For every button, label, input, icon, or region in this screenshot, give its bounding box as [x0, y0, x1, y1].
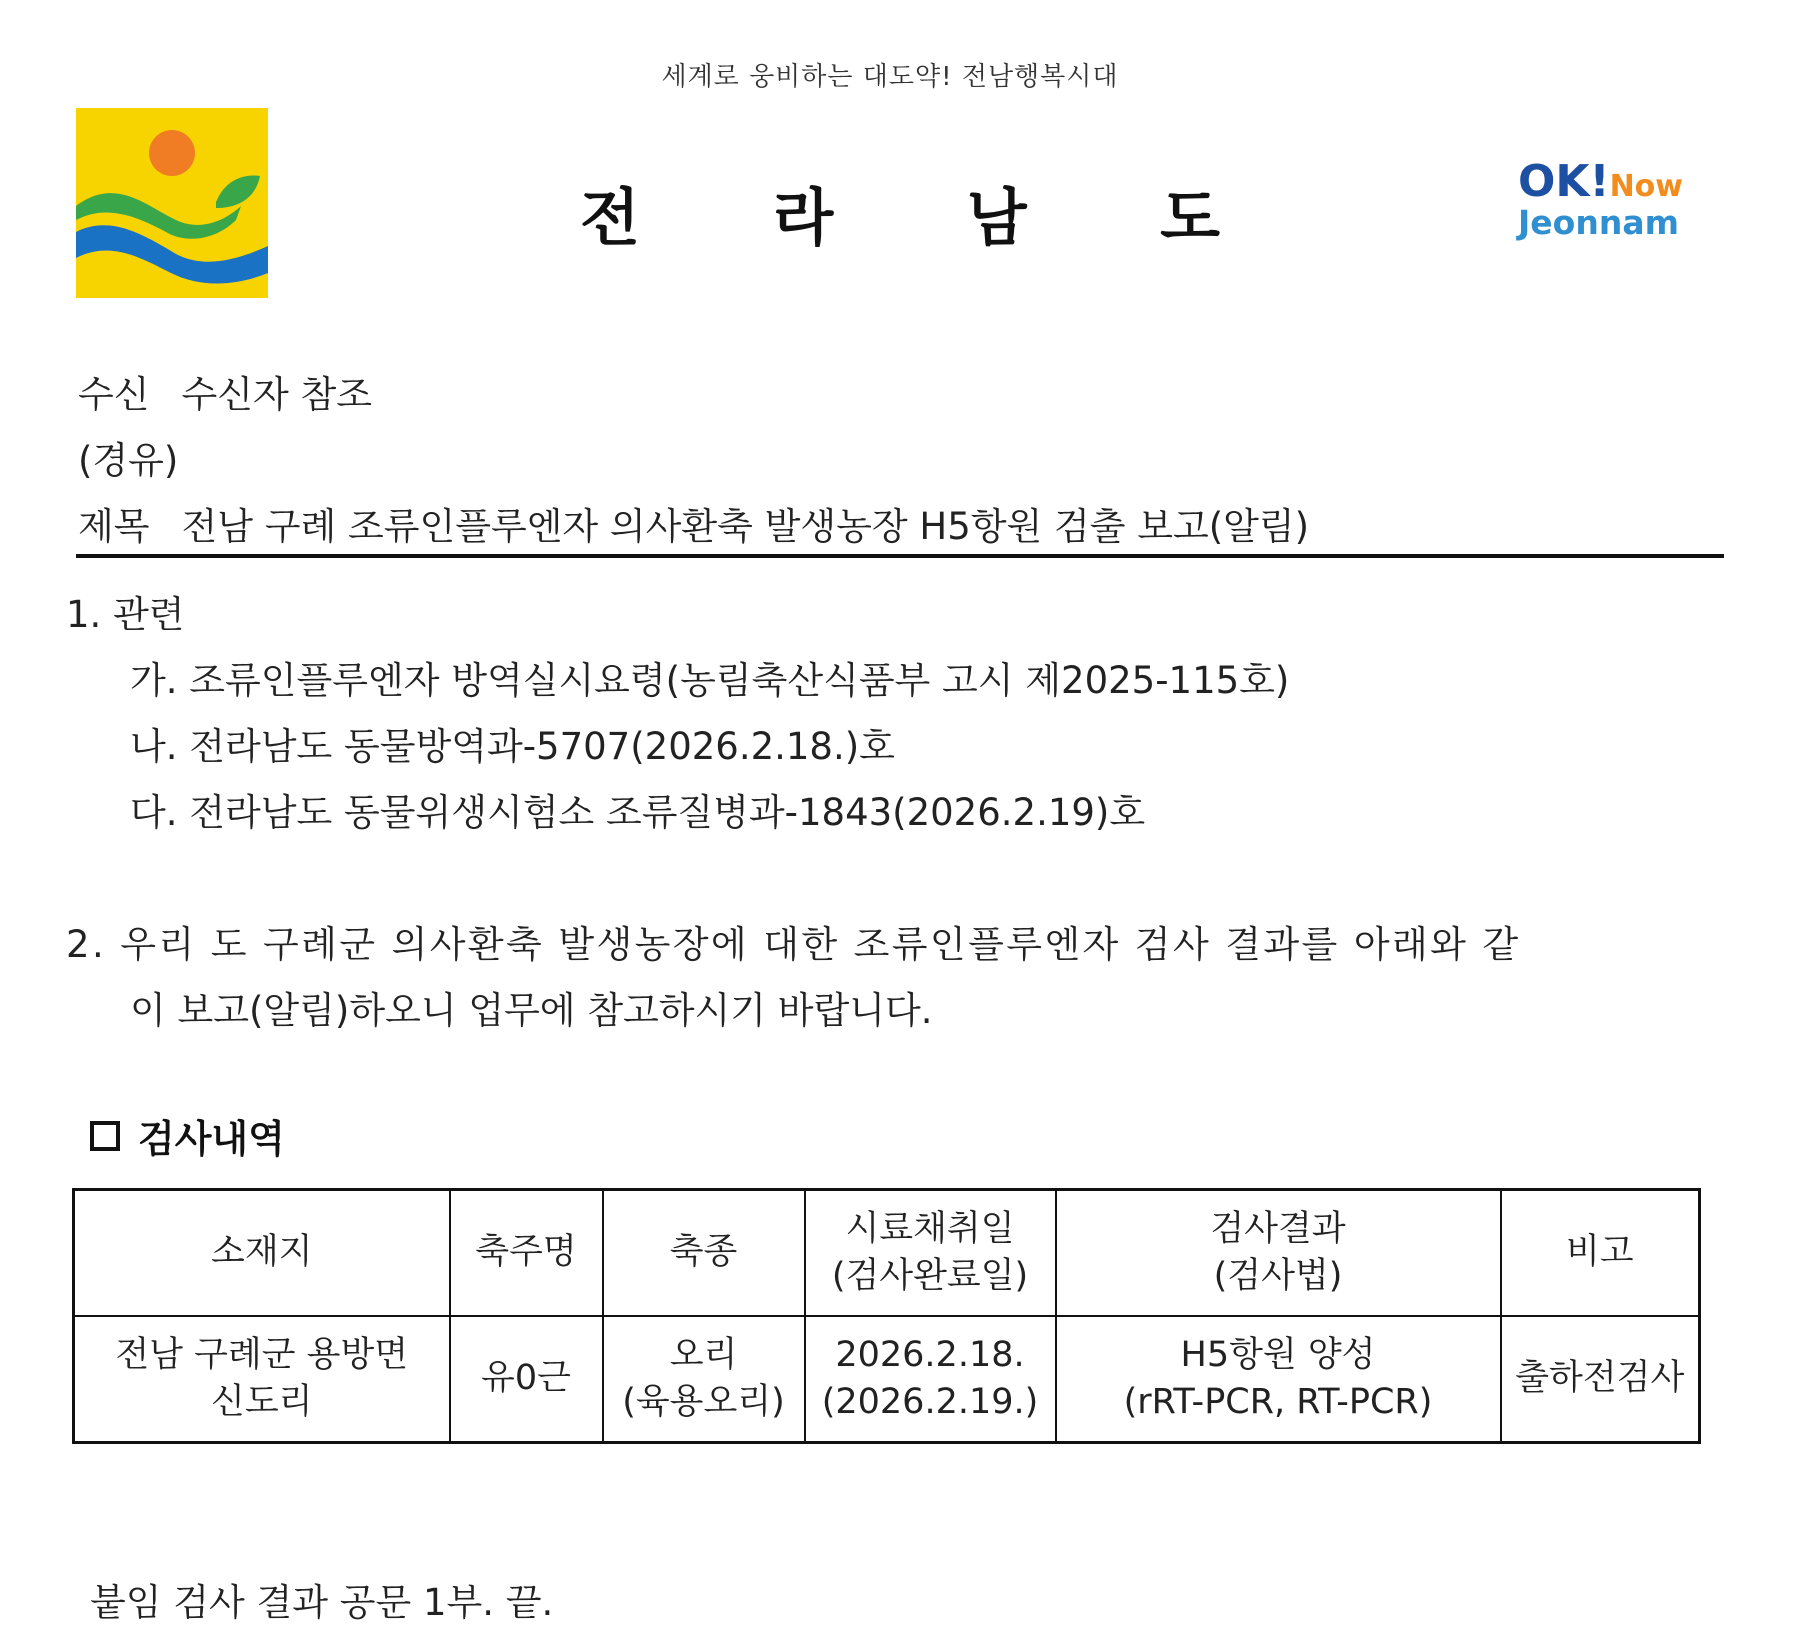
cell-sampling-date: 2026.2.18. (2026.2.19.)	[805, 1316, 1056, 1443]
org-title	[580, 168, 1220, 257]
org-title-char: 라	[773, 181, 834, 254]
org-title-char: 전	[580, 181, 640, 254]
header-species: 축종	[603, 1190, 805, 1317]
header-test-result: 검사결과 (검사법)	[1056, 1190, 1501, 1317]
ok-now-jeonnam-logo	[1518, 156, 1718, 242]
recipient-value: 수신자 참조	[181, 373, 372, 416]
checkbox-square-icon	[90, 1121, 120, 1151]
subject-label: 제목	[78, 505, 150, 548]
item-1-heading: 1. 관련	[66, 593, 185, 636]
attachment-note: 붙임 검사 결과 공문 1부. 끝.	[90, 1581, 554, 1624]
recipient-line	[78, 364, 372, 418]
inspection-table	[72, 1188, 1701, 1444]
subject-value: 전남 구례 조류인플루엔자 의사환축 발생농장 H5항원 검출 보고(알림)	[181, 505, 1310, 548]
section-title: 검사내역	[138, 1117, 285, 1161]
table-row	[74, 1316, 1700, 1443]
via-line: (경유)	[78, 439, 179, 482]
cell-location: 전남 구례군 용방면 신도리	[74, 1316, 450, 1443]
slogan: 세계로 웅비하는 대도약! 전남행복시대	[661, 62, 1119, 92]
section-heading	[90, 1108, 285, 1163]
recipient-label: 수신	[78, 373, 150, 416]
cell-test-result: H5항원 양성 (rRT-PCR, RT-PCR)	[1056, 1316, 1501, 1443]
header-sampling-date: 시료채취일 (검사완료일)	[805, 1190, 1056, 1317]
logo-jeonnam-text: Jeonnam	[1518, 203, 1679, 242]
item-1-sub-na: 나. 전라남도 동물방역과-5707(2026.2.18.)호	[130, 725, 895, 768]
item-1-sub-ga: 가. 조류인플루엔자 방역실시요령(농림축산식품부 고시 제2025-115호)	[130, 659, 1290, 702]
item-2-line-1: 2. 우리 도 구례군 의사환축 발생농장에 대한 조류인플루엔자 검사 결과를 아래와 같	[66, 923, 1521, 966]
header-remarks: 비고	[1501, 1190, 1700, 1317]
logo-ok-text: OK!	[1518, 156, 1610, 207]
item-2-line-2: 이 보고(알림)하오니 업무에 참고하시기 바랍니다.	[130, 989, 933, 1032]
jeollanamdo-logo	[76, 108, 268, 298]
header-owner: 축주명	[450, 1190, 603, 1317]
subject-line	[78, 496, 1309, 550]
org-title-char: 남	[966, 181, 1027, 254]
cell-remarks: 출하전검사	[1501, 1316, 1700, 1443]
header-location: 소재지	[74, 1190, 450, 1317]
org-title-char: 도	[1160, 181, 1220, 254]
cell-owner: 유0근	[450, 1316, 603, 1443]
cell-species: 오리 (육용오리)	[603, 1316, 805, 1443]
table-header-row	[74, 1190, 1700, 1317]
item-1-sub-da: 다. 전라남도 동물위생시험소 조류질병과-1843(2026.2.19)호	[130, 791, 1146, 834]
header-divider	[76, 554, 1724, 558]
logo-now-text: Now	[1609, 169, 1684, 204]
